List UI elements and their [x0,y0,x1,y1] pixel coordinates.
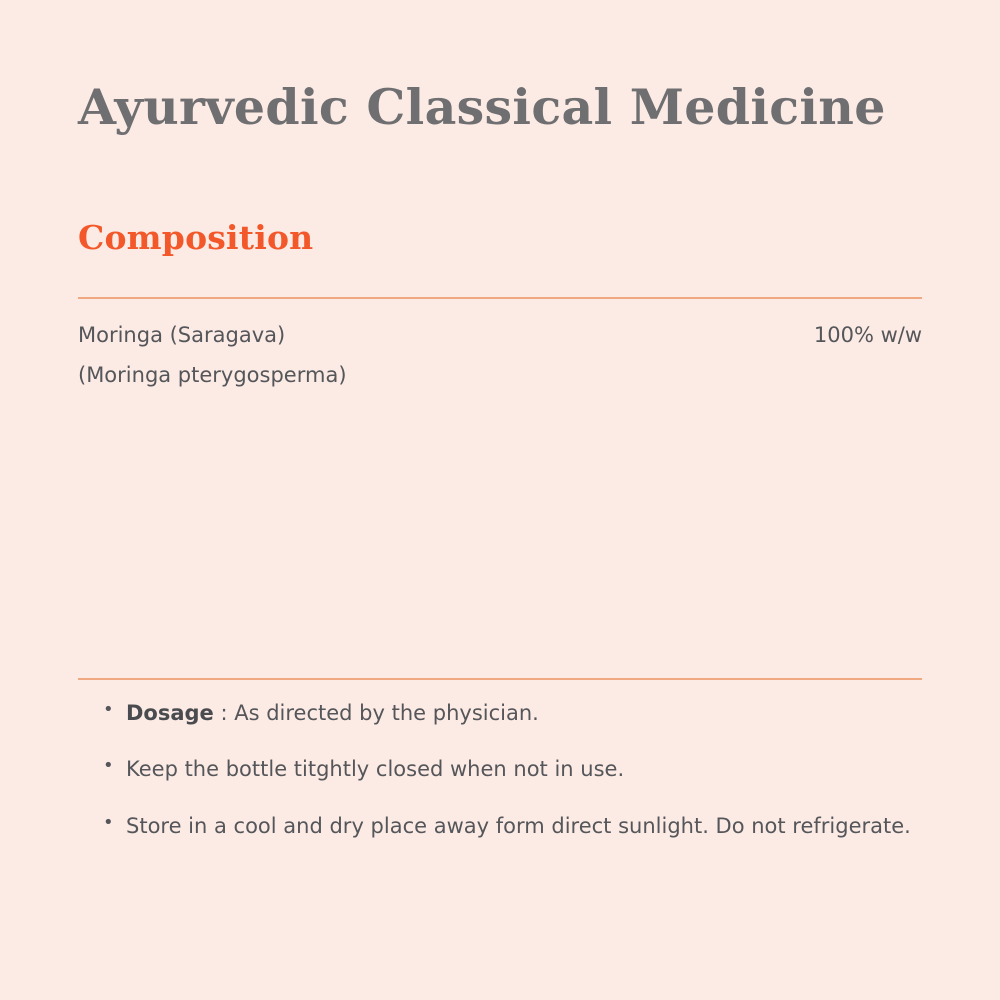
list-item [100,698,930,728]
ingredient-latin-name: (Moringa pterygosperma) [78,362,347,387]
divider-top [78,297,922,299]
table-row [78,316,922,356]
list-item-text: Store in a cool and dry place away form direct sunlight. Do not refrigerate. [126,813,911,838]
page-title: Ayurvedic Classical Medicine [78,78,886,136]
ingredient-value: 100% w/w [813,323,922,347]
ingredient-name: Moringa (Saragava) [78,323,286,347]
list-item [100,754,930,784]
list-item [100,811,930,841]
dosage-label: Dosage [126,701,214,725]
composition-table [78,316,922,396]
divider-bottom [78,678,922,680]
list-item-text: : As directed by the physician. [213,701,539,725]
instructions-list [100,698,930,867]
composition-heading: Composition [78,218,314,257]
list-item-text: Keep the bottle titghtly closed when not in use. [126,757,625,782]
